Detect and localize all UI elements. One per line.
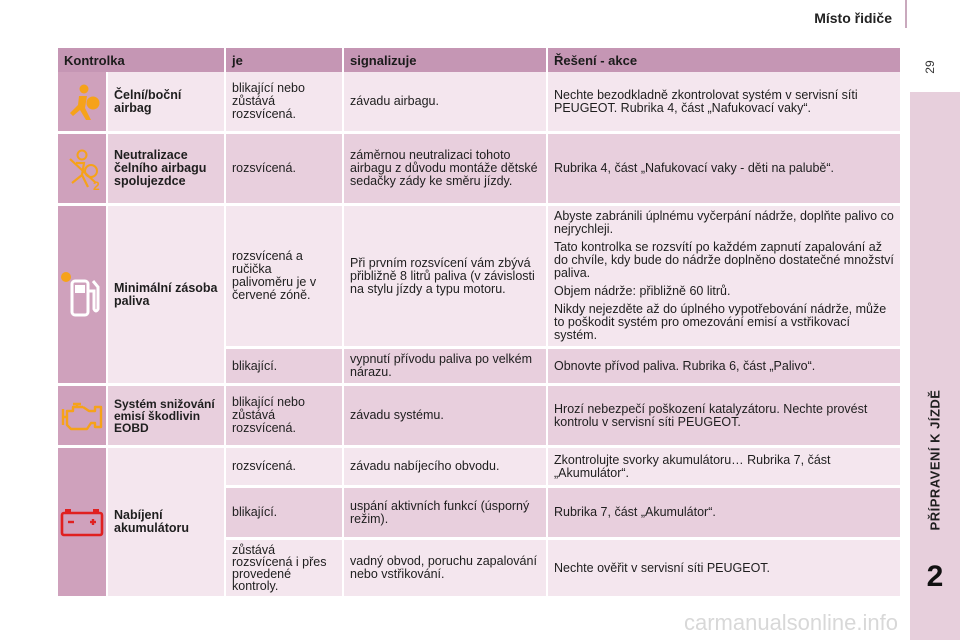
resolution-cell — [548, 134, 902, 206]
table-header-row — [58, 48, 902, 72]
resolution-text: Obnovte přívod paliva. Rubrika 6, část „Palivo“. — [554, 358, 816, 373]
table-row — [58, 386, 902, 448]
state-text: rozsvícená. — [226, 448, 344, 488]
state-text: blikající nebo zůstává rozsvícená. — [226, 386, 344, 448]
signal-text: uspání aktivních funkcí (úsporný režim). — [344, 488, 548, 540]
col-header-signalizuje: signalizuje — [344, 48, 548, 72]
resolution-text: Tato kontrolka se rozsvítí po každém zapnutí zapalování až do chvíle, kdy bude do nádrže doplněno dostatečné množství paliva. — [554, 240, 894, 280]
col-header-je: je — [226, 48, 344, 72]
engine-icon — [58, 399, 106, 433]
signal-text: závadu airbagu. — [344, 72, 548, 134]
state-text: blikající. — [226, 349, 344, 386]
battery-icon — [58, 507, 106, 537]
fuel-pump-icon — [58, 269, 106, 321]
watermark: carmanualsonline.info — [683, 610, 898, 635]
state-text: blikající nebo zůstává rozsvícená. — [226, 72, 344, 134]
icon-cell — [58, 134, 108, 206]
resolution-text: Nechte bezodkladně zkontrolovat systém v servisní síti PEUGEOT. Rubrika 4, část „Nafukovací vaky“. — [554, 87, 858, 115]
resolution-text: Nechte ověřit v servisní síti PEUGEOT. — [554, 560, 771, 575]
signal-text: závadu nabíjecího obvodu. — [344, 448, 548, 488]
state-text: zůstává rozsvícená i přes provedené kontroly. — [226, 540, 344, 599]
airbag-icon — [58, 82, 106, 122]
table-row — [58, 134, 902, 206]
warning-name: Čelní/boční airbag — [108, 72, 226, 134]
airbag-off-icon — [58, 147, 106, 191]
table-row — [58, 448, 902, 488]
resolution-cell — [548, 540, 902, 599]
state-text: rozsvícená a ručička palivoměru je v červené zóně. — [226, 206, 344, 349]
resolution-text: Zkontrolujte svorky akumulátoru… Rubrika 7, část „Akumulátor“. — [554, 452, 831, 480]
resolution-text: Abyste zabránili úplnému vyčerpání nádrže, doplňte palivo co nejrychleji. — [554, 209, 894, 236]
warning-lights-table — [58, 48, 902, 599]
chapter-number: 2 — [926, 560, 944, 593]
icon-cell — [58, 72, 108, 134]
chapter-side-tab — [910, 92, 960, 640]
resolution-cell — [548, 72, 902, 134]
resolution-text: Rubrika 4, část „Nafukovací vaky - děti na palubě“. — [554, 161, 834, 175]
chapter-title: PŘÍPRAVENÍ K JÍZDĚ — [927, 389, 943, 531]
header-divider — [905, 0, 907, 28]
signal-text: závadu systému. — [344, 386, 548, 448]
signal-text: Při prvním rozsvícení vám zbývá přibližně 8 litrů paliva (v závislosti na stylu jízdy a typu motoru. — [344, 206, 548, 349]
col-header-kontrolka: Kontrolka — [58, 48, 226, 72]
resolution-cell — [548, 448, 902, 488]
resolution-text: Nikdy nejezděte až do úplného vypotřebování nádrže, může to poškodit systém pro omezování emisí a vstřikovací systém. — [554, 302, 887, 342]
icon-cell — [58, 206, 108, 386]
page-number: 29 — [923, 60, 937, 74]
signal-text: vypnutí přívodu paliva po velkém nárazu. — [344, 349, 548, 386]
svg-text:2: 2 — [93, 178, 100, 191]
resolution-text: Rubrika 7, část „Akumulátor“. — [554, 505, 716, 519]
resolution-cell — [548, 206, 902, 349]
resolution-text: Objem nádrže: přibližně 60 litrů. — [554, 284, 731, 298]
resolution-text: Hrozí nebezpečí poškození katalyzátoru. Nechte provést kontrolu v servisní síti PEUGEOT. — [554, 401, 868, 429]
state-text: rozsvícená. — [226, 134, 344, 206]
page-header-title: Místo řidiče — [814, 10, 892, 26]
warning-name: Minimální zásoba paliva — [108, 206, 226, 386]
resolution-cell — [548, 349, 902, 386]
signal-text: vadný obvod, poruchu zapalování nebo vstřikování. — [344, 540, 548, 599]
warning-name: Neutralizace čelního airbagu spolujezdce — [108, 134, 226, 206]
resolution-cell — [548, 386, 902, 448]
icon-cell — [58, 386, 108, 448]
resolution-cell — [548, 488, 902, 540]
signal-text: záměrnou neutralizaci tohoto airbagu z důvodu montáže dětské sedačky zády ke směru jízdy. — [344, 134, 548, 206]
warning-name: Systém snižování emisí škodlivin EOBD — [108, 386, 226, 448]
warning-name: Nabíjení akumulátoru — [108, 448, 226, 599]
state-text: blikající. — [226, 488, 344, 540]
table-row — [58, 206, 902, 349]
col-header-reseni: Řešení - akce — [548, 48, 902, 72]
icon-cell — [58, 448, 108, 599]
table-row — [58, 72, 902, 134]
